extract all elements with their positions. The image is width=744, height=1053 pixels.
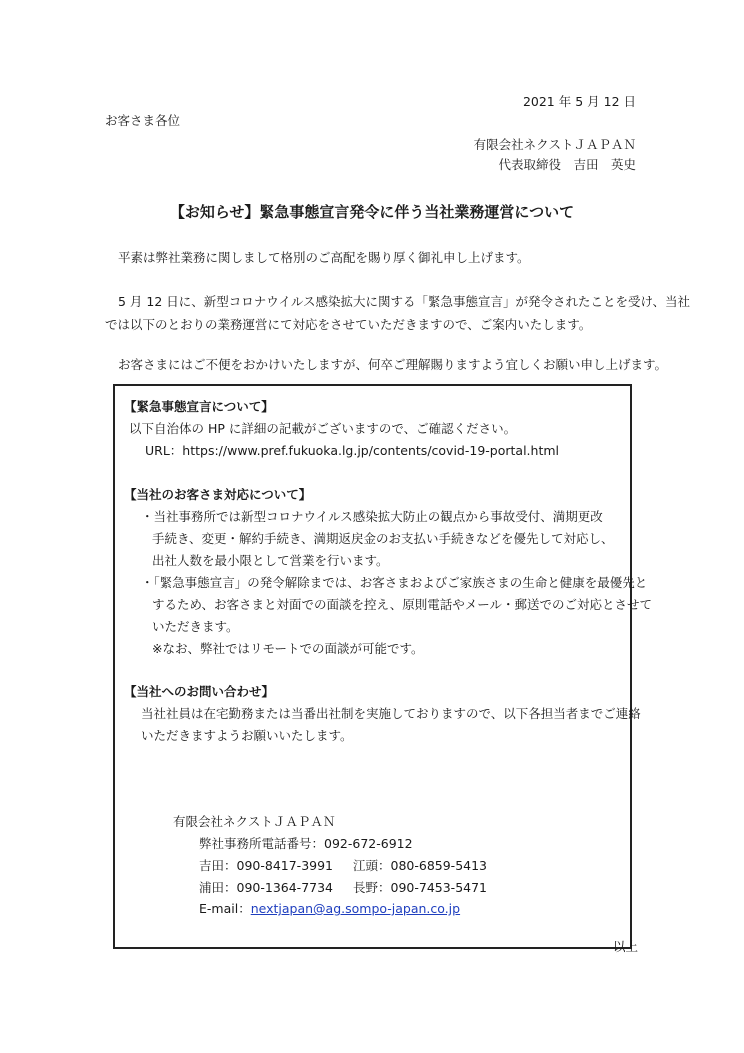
remote-meeting-note: ※なお、弊社ではリモートでの面談が可能です。 bbox=[152, 641, 424, 656]
email-row bbox=[199, 899, 460, 917]
service-bullet-1-line-3: 出社人数を最小限として営業を行います。 bbox=[152, 553, 389, 568]
announcement-line-2: では以下のとおりの業務運営にて対応をさせていただきますので、ご案内いたします。 bbox=[105, 317, 592, 332]
representative: 代表取締役 吉田 英史 bbox=[498, 157, 636, 172]
addressee: お客さま各位 bbox=[105, 113, 181, 128]
phone-yoshida: 吉田：090-8417-3991 bbox=[199, 858, 334, 873]
service-bullet-2-line-2: するため、お客さまと対面での面談を控え、原則電話やメール・郵送でのご対応とさせて bbox=[152, 597, 653, 612]
email-label: E-mail： bbox=[199, 901, 251, 916]
inquiry-line-1: 当社社員は在宅勤務または当番出社制を実施しておりますので、以下各担当者までご連絡 bbox=[141, 706, 641, 721]
section-heading-emergency: 【緊急事態宣言について】 bbox=[124, 399, 274, 414]
emergency-info-text: 以下自治体の HP に詳細の記載がございますので、ご確認ください。 bbox=[129, 421, 517, 436]
service-bullet-1-line-2: 手続き、変更・解約手続き、満期返戻金のお支払い手続きなどを優先して対応し、 bbox=[152, 531, 614, 546]
office-phone: 弊社事務所電話番号：092-672-6912 bbox=[199, 836, 413, 851]
closing-word: 以上 bbox=[612, 939, 638, 954]
service-bullet-2-line-3: いただきます。 bbox=[152, 619, 239, 634]
phone-urata: 浦田：090-1364-7734 bbox=[199, 880, 334, 895]
service-bullet-1-line-1: ・当社事務所では新型コロナウイルス感染拡大防止の観点から事故受付、満期更改 bbox=[141, 509, 603, 524]
inquiry-line-2: いただきますようお願いいたします。 bbox=[141, 728, 353, 743]
contact-company: 有限会社ネクストＪＡＰＡＮ bbox=[173, 814, 336, 829]
notice-box bbox=[113, 384, 653, 954]
company-name: 有限会社ネクストＪＡＰＡＮ bbox=[473, 137, 636, 152]
section-heading-inquiries: 【当社へのお問い合わせ】 bbox=[124, 684, 275, 699]
email-link[interactable]: nextjapan@ag.sompo-japan.co.jp bbox=[250, 901, 461, 916]
announcement-line-1: 5 月 12 日に、新型コロナウイルス感染拡大に関する「緊急事態宣言」が発令されたことを受け、当社 bbox=[118, 294, 691, 309]
page-title: 【お知らせ】緊急事態宣言発令に伴う当社業務運営について bbox=[169, 203, 575, 221]
greeting-paragraph: 平素は弊社業務に関しまして格別のご高配を賜り厚く御礼申し上げます。 bbox=[118, 250, 530, 265]
phone-egashira: 江頭：080-6859-5413 bbox=[353, 858, 488, 873]
emergency-url: URL：https://www.pref.fukuoka.lg.jp/contents/covid-19-portal.html bbox=[145, 443, 559, 458]
document-date: 2021 年 5 月 12 日 bbox=[522, 94, 636, 109]
apology-paragraph: お客さまにはご不便をおかけいたしますが、何卒ご理解賜りますよう宜しくお願い申し上げます。 bbox=[118, 357, 668, 372]
service-bullet-2-line-1: ・「緊急事態宣言」の発令解除までは、お客さまおよびご家族さまの生命と健康を最優先と bbox=[141, 575, 648, 590]
section-heading-customer-service: 【当社のお客さま対応について】 bbox=[124, 487, 312, 502]
phone-nagano: 長野：090-7453-5471 bbox=[353, 880, 488, 895]
